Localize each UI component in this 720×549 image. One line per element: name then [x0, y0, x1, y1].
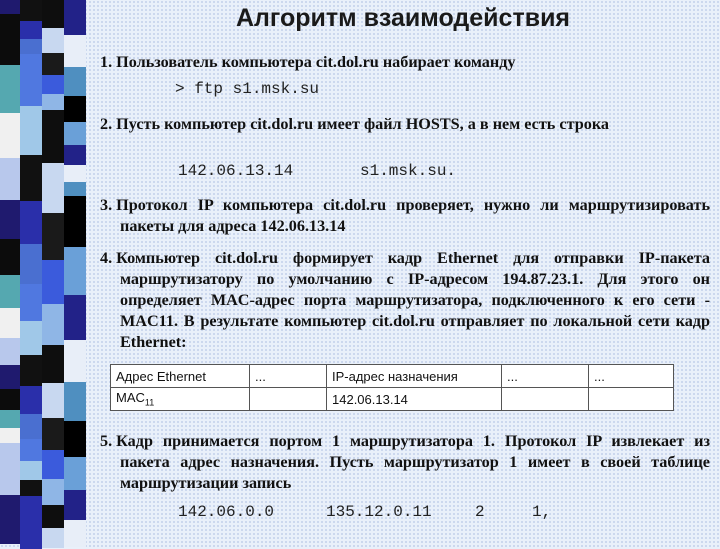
- strip-block: [0, 14, 20, 65]
- table-cell: ...: [502, 365, 589, 388]
- strip-block: [0, 65, 20, 113]
- hosts-name: s1.msk.su.: [360, 162, 457, 180]
- strip-block: [20, 201, 42, 244]
- step-1: [100, 52, 690, 73]
- route-next-hop: 135.12.0.11: [326, 503, 432, 521]
- step-text: Кадр принимается портом 1 маршрутизатора 1. Протокол IP извлекает из пакета адрес назначения. Пусть маршрутизатор 1 имеет в своей таблице маршрутизации запись: [116, 432, 710, 492]
- strip-block: [64, 340, 86, 382]
- strip-block: [20, 496, 42, 549]
- strip-block: [64, 67, 86, 96]
- table-cell: [250, 388, 327, 411]
- hosts-ip: 142.06.13.14: [178, 162, 294, 180]
- strip-block: [42, 304, 64, 345]
- strip-block: [64, 96, 86, 122]
- strip-block: [64, 382, 86, 421]
- step-number: 1.: [100, 53, 113, 71]
- step-number: 4.: [100, 249, 113, 267]
- strip-block: [64, 122, 86, 145]
- table-cell: Адрес Ethernet: [111, 365, 250, 388]
- strip-block: [64, 457, 86, 490]
- strip-block: [0, 200, 20, 239]
- table-cell: IP-адрес назначения: [327, 365, 502, 388]
- strip-block: [64, 490, 86, 520]
- mac-subscript: 11: [144, 397, 155, 408]
- route-port: 2: [475, 503, 485, 521]
- table-cell: ...: [589, 365, 674, 388]
- table-cell: [589, 388, 674, 411]
- strip-block: [20, 284, 42, 321]
- strip-block: [42, 75, 64, 94]
- step-text: Протокол IP компьютера cit.dol.ru проверяет, нужно ли маршрутизировать пакеты для адреса 142.06.13.14: [116, 196, 710, 235]
- step-5: [100, 431, 710, 494]
- strip-block: [42, 450, 64, 479]
- decorative-strip: [0, 0, 86, 540]
- table-header-row: [111, 365, 674, 388]
- strip-block: [42, 213, 64, 260]
- strip-block: [20, 21, 42, 39]
- strip-block: [0, 365, 20, 389]
- strip-block: [0, 239, 20, 275]
- strip-block: [42, 53, 64, 75]
- strip-block: [42, 163, 64, 213]
- strip-block: [20, 155, 42, 201]
- strip-block: [20, 54, 42, 106]
- step-text: Компьютер cit.dol.ru формирует кадр Ethernet для отправки IP-пакета маршрутизатору по умолчанию с IP-адресом 194.87.23.1. Для этого он определяет MAC-адрес порта маршрутизатора, подключенного к его сети - MAC11. В результате компьютер cit.dol.ru отправляет по локальной сети кадр Ethernet:: [116, 249, 710, 351]
- strip-block: [64, 0, 86, 35]
- strip-block: [0, 389, 20, 410]
- strip-block: [20, 39, 42, 54]
- slide-title: Алгоритм взаимодействия: [235, 4, 571, 32]
- route-network: 142.06.0.0: [178, 503, 275, 521]
- step-number: 2.: [100, 115, 113, 133]
- strip-block: [42, 345, 64, 383]
- strip-block: [42, 0, 64, 28]
- ethernet-frame-table: [110, 364, 674, 411]
- strip-block: [42, 479, 64, 505]
- strip-block: [20, 439, 42, 461]
- strip-block: [20, 480, 42, 496]
- step-text: Пользователь компьютера cit.dol.ru набирает команду: [116, 53, 516, 71]
- strip-block: [0, 275, 20, 308]
- strip-block: [20, 461, 42, 480]
- strip-block: [0, 428, 20, 443]
- route-distance: 1,: [532, 503, 552, 521]
- strip-block: [42, 260, 64, 304]
- strip-block: [0, 338, 20, 365]
- strip-block: [64, 35, 86, 67]
- strip-block: [64, 145, 86, 165]
- strip-block: [64, 247, 86, 295]
- step-text: Пусть компьютер cit.dol.ru имеет файл HOSTS, а в нем есть строка: [116, 115, 610, 133]
- strip-block: [20, 355, 42, 386]
- strip-block: [0, 308, 20, 338]
- strip-block: [42, 505, 64, 528]
- strip-block: [0, 495, 20, 544]
- strip-block: [64, 196, 86, 247]
- ftp-command: > ftp s1.msk.su: [175, 80, 320, 98]
- strip-block: [0, 158, 20, 200]
- strip-block: [42, 418, 64, 450]
- step-4: [100, 248, 710, 353]
- table-cell: [111, 388, 250, 411]
- strip-block: [42, 94, 64, 110]
- strip-block: [20, 414, 42, 439]
- strip-block: [64, 165, 86, 182]
- strip-block: [64, 182, 86, 196]
- step-2: [100, 114, 710, 135]
- strip-block: [20, 386, 42, 414]
- strip-block: [20, 321, 42, 355]
- step-3: [100, 195, 710, 237]
- strip-block: [42, 528, 64, 548]
- step-number: 3.: [100, 196, 113, 214]
- strip-block: [42, 110, 64, 163]
- strip-block: [64, 421, 86, 457]
- mac-label: MAC: [116, 390, 145, 406]
- table-row: [111, 388, 674, 411]
- table-cell: 142.06.13.14: [327, 388, 502, 411]
- strip-block: [20, 244, 42, 284]
- table-cell: ...: [250, 365, 327, 388]
- strip-block: [42, 28, 64, 53]
- strip-block: [0, 410, 20, 428]
- strip-block: [42, 383, 64, 418]
- table-cell: [502, 388, 589, 411]
- strip-block: [20, 0, 42, 21]
- strip-block: [0, 443, 20, 495]
- strip-block: [20, 106, 42, 155]
- strip-block: [64, 295, 86, 340]
- strip-block: [64, 520, 86, 547]
- strip-block: [0, 0, 20, 14]
- strip-block: [0, 113, 20, 158]
- step-number: 5.: [100, 432, 113, 450]
